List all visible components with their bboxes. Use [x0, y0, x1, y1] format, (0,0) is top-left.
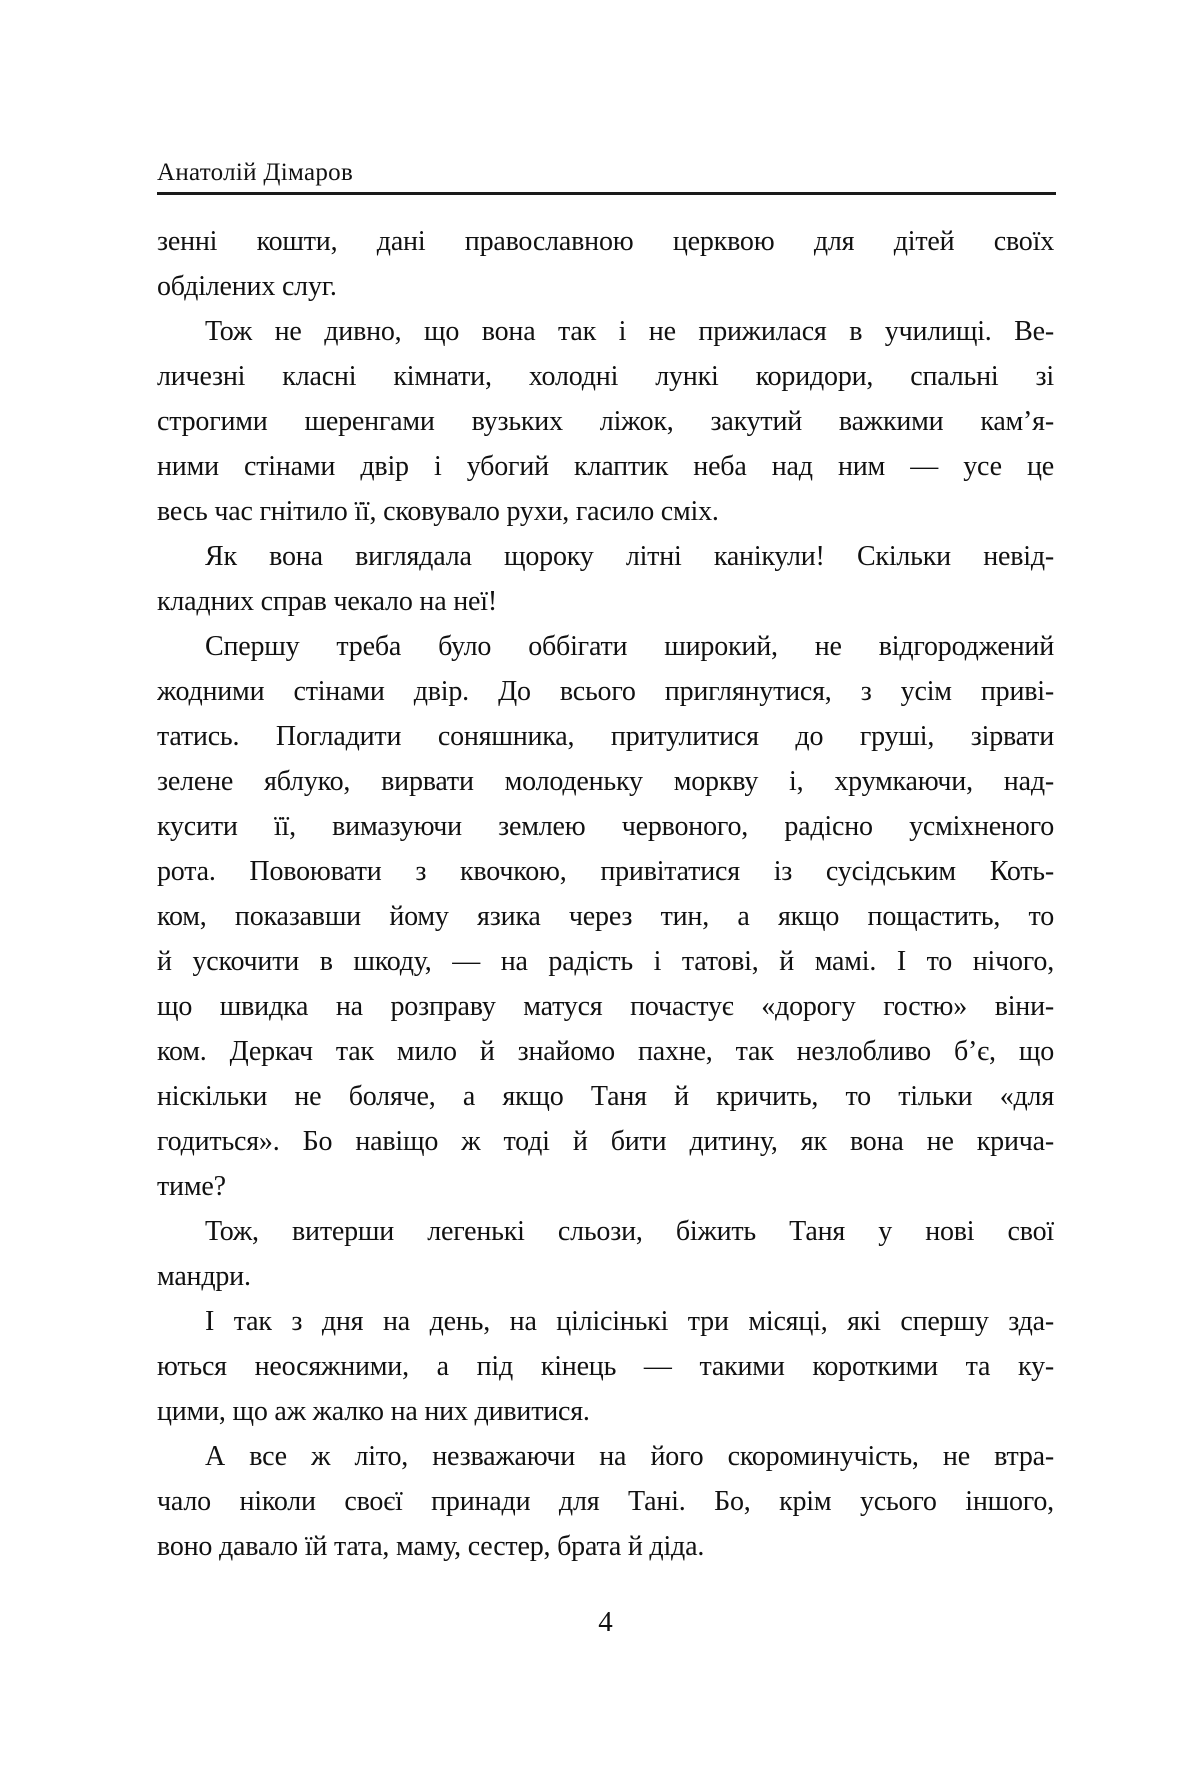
running-header-author: Анатолій Дімаров: [157, 159, 354, 186]
text-line: що швидка на розправу матуся почастує «дорогу гостю» віни-: [157, 991, 1054, 1022]
text-line: весь час гнітило її, сковувало рухи, гасило сміх.: [157, 496, 719, 527]
text-line: ком, показавши йому язика через тин, а якщо пощастить, то: [157, 901, 1054, 932]
paragraph: [157, 1299, 1054, 1434]
text-line: рота. Повоювати з квочкою, привітатися із сусідським Коть-: [157, 856, 1054, 887]
text-line: Тож, витерши легенькі сльози, біжить Таня у нові свої: [205, 1216, 1054, 1247]
text-line: кусити її, вимазуючи землею червоного, радісно усміхненого: [157, 811, 1054, 842]
text-line: ними стінами двір і убогий клаптик неба над ним — усе це: [157, 451, 1054, 482]
text-line: чало ніколи своєї принади для Тані. Бо, крім усього іншого,: [157, 1486, 1054, 1517]
paragraph: [157, 309, 1054, 534]
text-line: зенні кошти, дані православною церквою для дітей своїх: [157, 226, 1054, 257]
text-line: Як вона виглядала щороку літні канікули! Скільки невід-: [205, 541, 1054, 572]
text-line: Тож не дивно, що вона так і не прижилася в училищі. Ве-: [205, 316, 1054, 347]
text-line: личезні класні кімнати, холодні лункі коридори, спальні зі: [157, 361, 1054, 392]
text-line: І так з дня на день, на цілісінькі три місяці, які спершу зда-: [205, 1306, 1054, 1337]
paragraph: [157, 534, 1054, 624]
text-line: ніскільки не боляче, а якщо Таня й кричить, то тільки «для: [157, 1081, 1054, 1112]
page-number: 4: [598, 1606, 613, 1638]
text-line: Спершу треба було оббігати широкий, не відгороджений: [205, 631, 1054, 662]
text-line: строгими шеренгами вузьких ліжок, закутий важкими кам’я-: [157, 406, 1054, 437]
text-line: годиться». Бо навіщо ж тоді й бити дитину, як вона не крича-: [157, 1126, 1054, 1157]
paragraph: [157, 1434, 1054, 1569]
text-line: тиме?: [157, 1171, 226, 1202]
text-line: цими, що аж жалко на них дивитися.: [157, 1396, 590, 1427]
text-line: татись. Погладити соняшника, притулитися до груші, зірвати: [157, 721, 1054, 752]
text-line: ються неосяжними, а під кінець — такими короткими та ку-: [157, 1351, 1054, 1382]
text-line: мандри.: [157, 1261, 251, 1292]
text-line: зелене яблуко, вирвати молоденьку моркву і, хрумкаючи, над-: [157, 766, 1054, 797]
paragraph: [157, 219, 1054, 309]
text-line: кладних справ чекало на неї!: [157, 586, 497, 617]
text-line: воно давало їй тата, маму, сестер, брата й діда.: [157, 1531, 705, 1562]
paragraph: [157, 1209, 1054, 1299]
body-text: [157, 219, 1054, 1569]
header-rule: [157, 192, 1056, 195]
text-line: ком. Деркач так мило й знайомо пахне, так незлобливо б’є, що: [157, 1036, 1054, 1067]
text-line: А все ж літо, незважаючи на його скороминучість, не втра-: [205, 1441, 1054, 1472]
paragraph: [157, 624, 1054, 1209]
text-line: обділених слуг.: [157, 271, 337, 302]
text-line: й ускочити в шкоду, — на радість і татові, й мамі. І то нічого,: [157, 946, 1054, 977]
running-header: [157, 158, 1056, 188]
text-line: жодними стінами двір. До всього приглянутися, з усім приві-: [157, 676, 1054, 707]
